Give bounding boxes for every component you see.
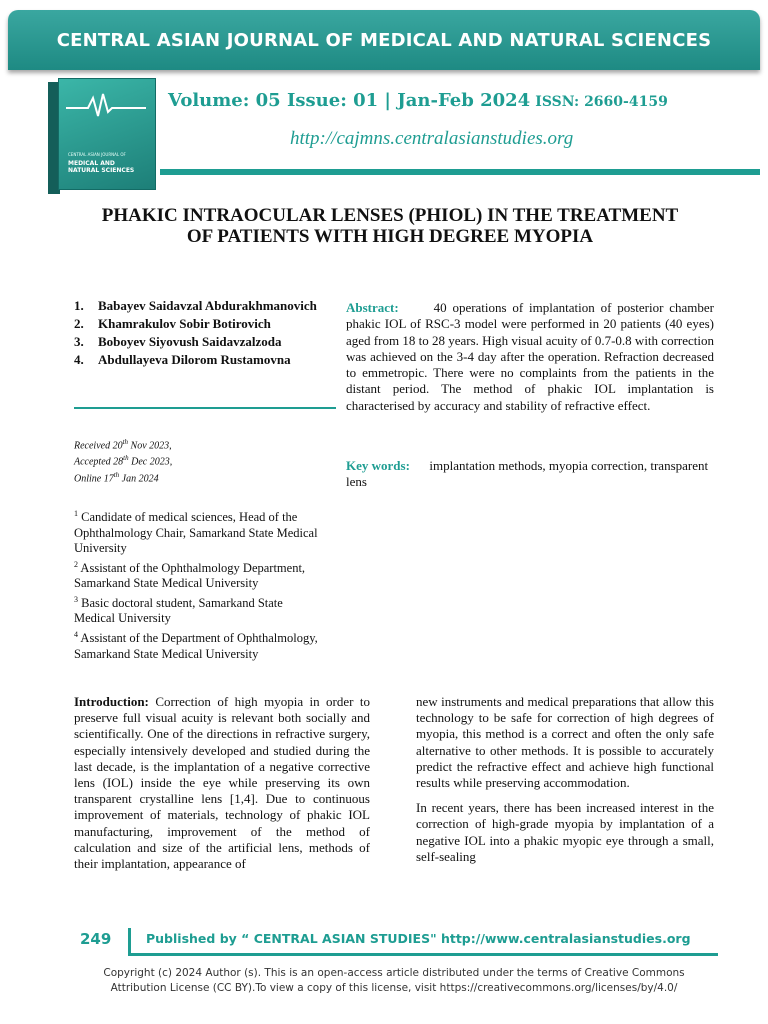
body-column-left xyxy=(74,694,370,872)
author-name: Babayev Saidavzal Abdurakhmanovich xyxy=(98,298,317,313)
affiliation-item: $^3$ Basic doctoral student, Samarkand State Medical University xyxy=(74,594,283,626)
keywords-text: implantation methods, myopia correction, transparent lens xyxy=(346,458,709,490)
intro-label: Introduction: xyxy=(74,694,149,709)
author-item: 1. Babayev Saidavzal Abdurakhmanovich xyxy=(74,298,317,313)
page-number: 249 xyxy=(80,930,112,948)
body-paragraph: new instruments and medical preparations that allow this technology to be safe for correction of high degrees of myopia, this method is a correct and often the only safe alternative to other methods. It is possible to accurately predict the refractive effect and achieve high functional results while preserving accommodation. xyxy=(416,694,714,791)
journal-url[interactable]: http://cajmns.centralasianstudies.org xyxy=(290,128,574,149)
copyright-line[interactable]: Attribution License (CC BY).To view a copy of this license, visit https://creativecommons.org/licenses/by/4.0/ xyxy=(110,982,678,994)
cover-title: MEDICAL AND NATURAL SCIENCES xyxy=(68,160,135,174)
author-name: Boboyev Siyovush Saidavzalzoda xyxy=(98,334,282,349)
heartbeat-wave-icon xyxy=(66,92,146,120)
intro-text: Correction of high myopia in order to preserve full visual acuity is relevant both socially and scientifically. One of the directions in refractive surgery, especially intensively developed and studied during the last decade, is the implantation of a negative corrective lens (IOL) inside the eye while preserving its own transparent crystalline lens [1,4]. Due to continuous improvement of materials, technology of phakic IOL manufacturing, improvement of the method of calculation and size of the artificial lens, methods of their implantation, appearance of xyxy=(74,694,370,872)
keywords-label: Key words: xyxy=(346,458,410,473)
volume-line xyxy=(168,90,668,111)
affiliations xyxy=(74,506,324,662)
author-list xyxy=(74,297,334,369)
accepted-date: Accepted 28th Dec 2023, xyxy=(74,454,173,468)
article-dates xyxy=(74,436,172,485)
author-name: Abdullayeva Dilorom Rustamovna xyxy=(98,352,291,367)
issn: ISSN: 2660-4159 xyxy=(535,94,668,110)
author-item: 3. Boboyev Siyovush Saidavzalzoda xyxy=(74,334,282,349)
article-title: PHAKIC INTRAOCULAR LENSES (PHIOL) IN THE TREATMENT OF PATIENTS WITH HIGH DEGREE MYOPIA xyxy=(101,205,679,247)
author-name: Khamrakulov Sobir Botirovich xyxy=(98,316,271,331)
authors-divider xyxy=(74,407,336,409)
publisher-line[interactable]: Published by “ CENTRAL ASIAN STUDIES" http://www.centralasianstudies.org xyxy=(146,931,691,946)
author-item: 2. Khamrakulov Sobir Botirovich xyxy=(74,316,271,331)
page-footer xyxy=(70,928,718,956)
online-date: Online 17th Jan 2024 xyxy=(74,470,159,484)
copyright-line: Copyright (c) 2024 Author (s). This is an open-access article distributed under the terms of Creative Commons xyxy=(103,967,685,979)
affiliation-item: $^2$ Assistant of the Ophthalmology Department, Samarkand State Medical University xyxy=(74,559,306,591)
header-divider xyxy=(160,169,760,175)
body-paragraph: In recent years, there has been increased interest in the correction of high-grade myopia by implantation of a negative IOL into a phakic myopic eye through a small, self-sealing xyxy=(416,800,714,864)
copyright-notice xyxy=(60,966,728,996)
body-column-right xyxy=(416,694,714,865)
abstract-text: 40 operations of implantation of posterior chamber phakic IOL of RSC-3 model were performed in 20 patients (40 eyes) aged from 18 to 28 years. High visual acuity of 0.7-0.8 with correction was achieved on the 3-4 day after the operation. Refraction decreased to emmetropic. There were no complaints from the patients in the distant period. The method of phakic IOL implantation is characterised by accuracy and stability of refractive effect. xyxy=(346,300,715,413)
footer-divider-vertical xyxy=(128,928,131,956)
abstract-label: Abstract: xyxy=(346,300,399,315)
keywords xyxy=(346,458,714,491)
journal-banner xyxy=(8,10,760,70)
journal-cover-icon xyxy=(48,78,156,194)
author-item: 4. Abdullayeva Dilorom Rustamovna xyxy=(74,352,291,367)
journal-name: CENTRAL ASIAN JOURNAL OF MEDICAL AND NATURAL SCIENCES xyxy=(56,29,712,51)
footer-divider-horizontal xyxy=(128,953,718,956)
affiliation-item: $^4$ Assistant of the Department of Ophthalmology, Samarkand State Medical University xyxy=(74,629,318,661)
affiliation-item: $^1$ Candidate of medical sciences, Head of the Ophthalmology Chair, Samarkand State Medical University xyxy=(74,509,318,556)
received-date: Received 20th Nov 2023, xyxy=(74,438,172,452)
volume-issue: Volume: 05 Issue: 01 | Jan-Feb 2024 xyxy=(168,90,531,111)
cover-small-text: CENTRAL ASIAN JOURNAL OF xyxy=(68,152,126,157)
abstract xyxy=(346,300,714,414)
